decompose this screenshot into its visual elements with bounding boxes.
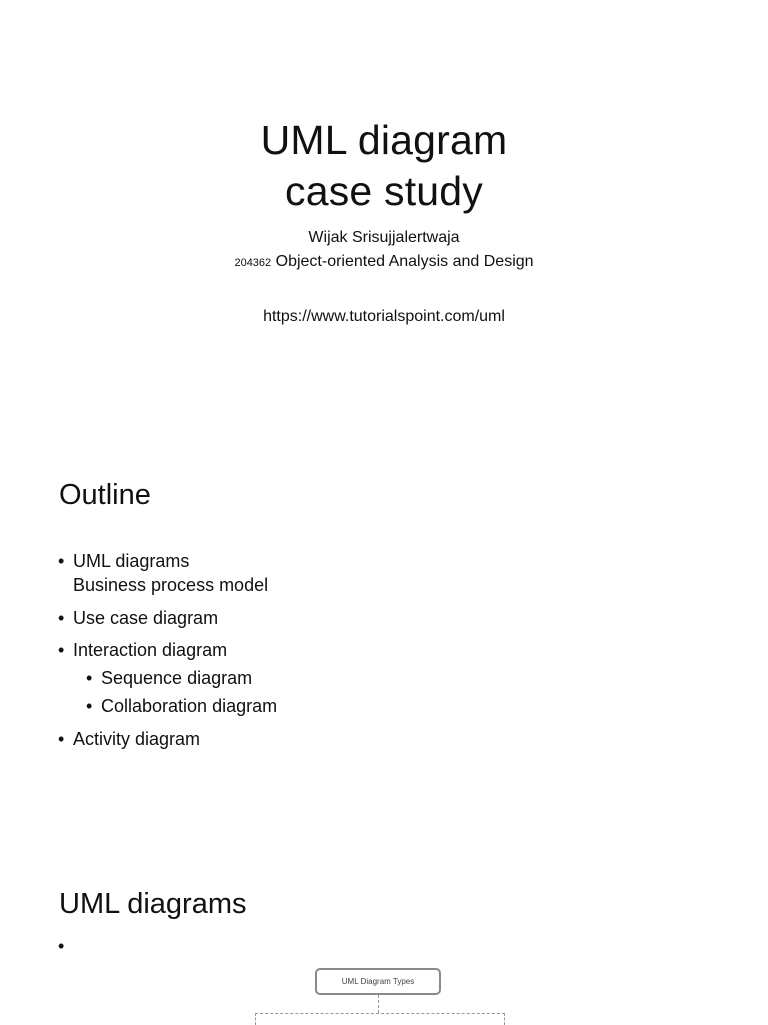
list-item (86, 697, 277, 715)
diagram-connector (378, 995, 379, 1013)
bullet-icon: • (58, 551, 65, 571)
source-url: https://www.tutorialspoint.com/uml (263, 308, 505, 325)
list-item (86, 669, 252, 687)
title-line-2: case study (285, 168, 483, 214)
diagram-branch-line (255, 1013, 505, 1025)
bullet-icon: • (86, 668, 93, 688)
bullet-icon: • (58, 729, 65, 749)
list-item-text: Collaboration diagram (101, 696, 278, 716)
outline-slide (0, 400, 768, 820)
list-item (73, 576, 268, 594)
outline-heading: Outline (59, 479, 151, 511)
uml-heading: UML diagrams (59, 888, 247, 920)
course-code: 204362 (234, 257, 272, 269)
author-name: Wijak Srisujjalertwaja (308, 229, 460, 246)
list-item (58, 730, 200, 748)
list-item (58, 552, 189, 570)
list-item-text: UML diagrams (73, 551, 190, 571)
diagram-root-node: UML Diagram Types (315, 968, 441, 995)
list-item-text: Sequence diagram (101, 668, 253, 688)
title-slide (0, 0, 768, 400)
bullet-icon: • (58, 608, 65, 628)
list-item (58, 609, 218, 627)
list-item (58, 641, 227, 659)
bullet-icon: • (58, 640, 65, 660)
bullet-icon: • (58, 936, 65, 956)
course-name: Object-oriented Analysis and Design (275, 253, 534, 270)
uml-diagrams-slide (0, 820, 768, 1024)
list-item-text: Interaction diagram (73, 640, 228, 660)
title-line-1: UML diagram (260, 117, 508, 163)
list-item-text: Business process model (73, 575, 269, 595)
list-item-text: Use case diagram (73, 608, 219, 628)
course-line (0, 254, 768, 270)
list-item-text: Activity diagram (73, 729, 201, 749)
bullet-icon: • (86, 696, 93, 716)
